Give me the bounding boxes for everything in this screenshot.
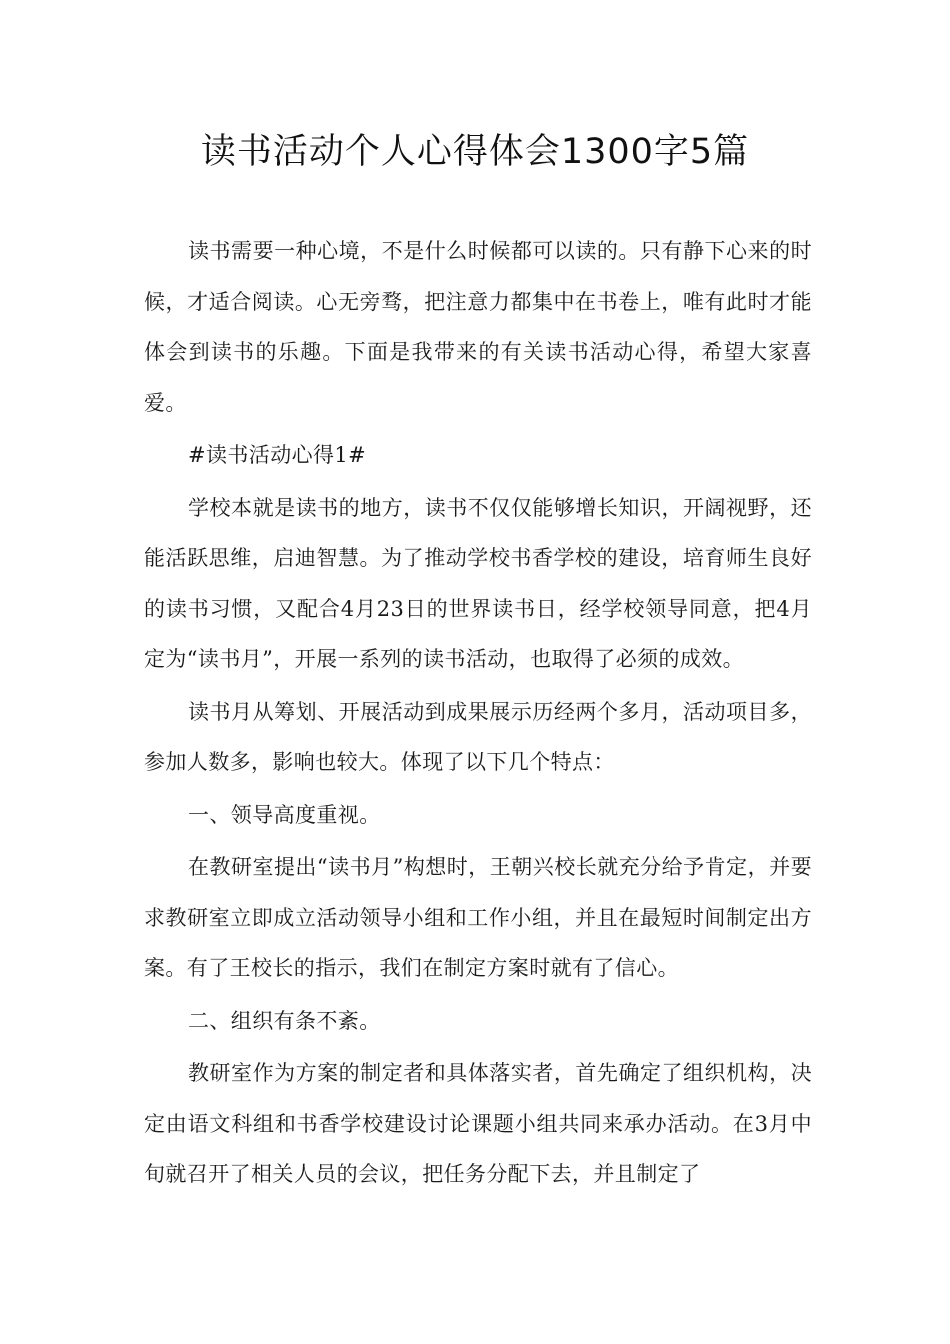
document-body bbox=[144, 226, 812, 1202]
body-paragraph: 学校本就是读书的地方，读书不仅仅能够增长知识，开阔视野，还能活跃思维，启迪智慧。为了推动学校书香学校的建设，培育师生良好的读书习惯，又配合4月23日的世界读书日，经学校领导同意，把4月定为“读书月”，开展一系列的读书活动，也取得了必须的成效。 bbox=[144, 495, 812, 671]
intro-paragraph: 读书需要一种心境，不是什么时候都可以读的。只有静下心来的时候，才适合阅读。心无旁骛，把注意力都集中在书卷上，唯有此时才能体会到读书的乐趣。下面是我带来的有关读书活动心得，希望大家喜爱。 bbox=[144, 239, 812, 415]
point-heading-2: 二、组织有条不紊。 bbox=[188, 1008, 381, 1033]
section-heading-1: #读书活动心得1# bbox=[188, 443, 367, 467]
document-title: 读书活动个人心得体会1300字5篇 bbox=[200, 132, 750, 172]
point-heading-1: 一、领导高度重视。 bbox=[188, 802, 381, 827]
body-paragraph: 读书月从筹划、开展活动到成果展示历经两个多月，活动项目多，参加人数多，影响也较大。体现了以下几个特点： bbox=[144, 699, 812, 774]
body-paragraph: 教研室作为方案的制定者和具体落实者，首先确定了组织机构，决定由语文科组和书香学校建设讨论课题小组共同来承办活动。在3月中旬就召开了相关人员的会议，把任务分配下去，并且制定了 bbox=[144, 1061, 812, 1186]
body-paragraph: 在教研室提出“读书月”构想时，王朝兴校长就充分给予肯定，并要求教研室立即成立活动领导小组和工作小组，并且在最短时间制定出方案。有了王校长的指示，我们在制定方案时就有了信心。 bbox=[144, 855, 812, 980]
